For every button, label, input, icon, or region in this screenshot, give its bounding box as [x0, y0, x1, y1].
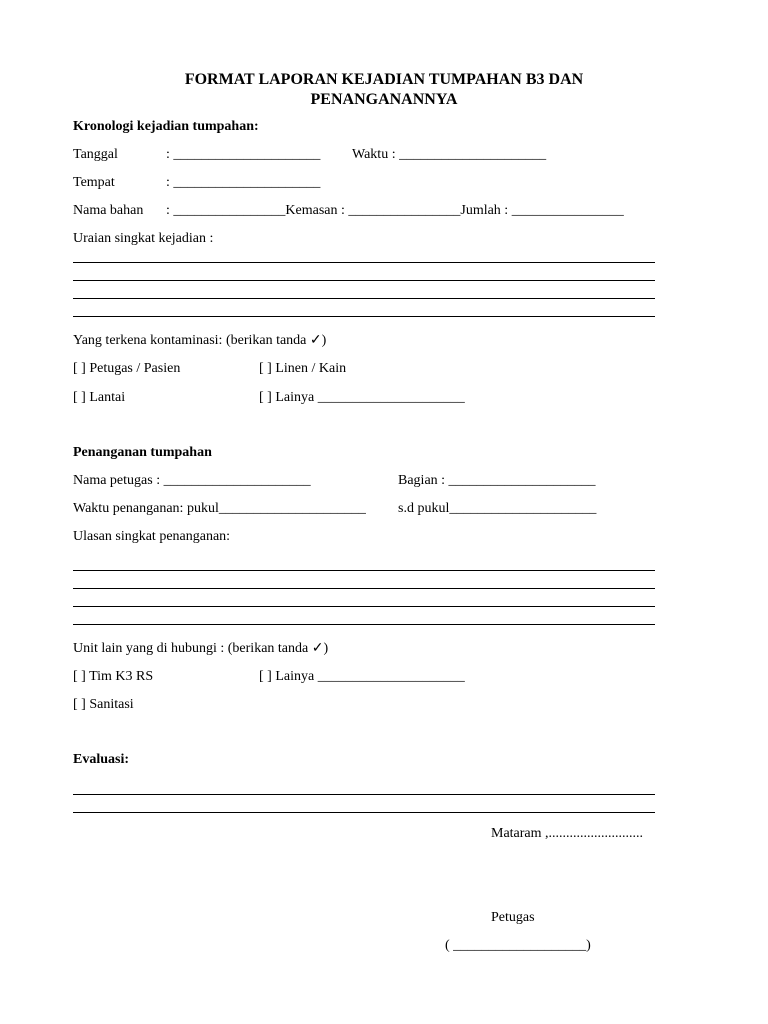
uraian-line[interactable]	[73, 316, 655, 317]
checkbox-sanitasi[interactable]: [ ] Sanitasi	[73, 697, 134, 712]
ulasan-line[interactable]	[73, 624, 655, 625]
kronologi-heading: Kronologi kejadian tumpahan:	[73, 119, 259, 134]
checkbox-lantai[interactable]: [ ] Lantai	[73, 390, 126, 405]
tanggal-label: Tanggal	[73, 147, 118, 162]
bagian-field[interactable]: Bagian : _____________________	[398, 473, 596, 488]
checkbox-lainya-unit[interactable]: [ ] Lainya _____________________	[259, 669, 465, 684]
evaluasi-line[interactable]	[73, 812, 655, 813]
tanggal-field[interactable]: : _____________________	[166, 147, 321, 162]
uraian-line[interactable]	[73, 298, 655, 299]
penanganan-heading: Penanganan tumpahan	[73, 445, 212, 460]
uraian-label: Uraian singkat kejadian :	[73, 231, 214, 246]
nama-bahan-kemasan-jumlah-field[interactable]: : ________________Kemasan : ________________Jumlah : ________________	[166, 203, 624, 218]
nama-bahan-label: Nama bahan	[73, 203, 144, 218]
signature-place-date[interactable]: Mataram ,...........................	[491, 826, 644, 841]
checkbox-petugas-pasien[interactable]: [ ] Petugas / Pasien	[73, 361, 181, 376]
waktu-penanganan-field[interactable]: Waktu penanganan: pukul_____________________	[73, 501, 366, 516]
document-title-line-1: FORMAT LAPORAN KEJADIAN TUMPAHAN B3 DAN	[184, 71, 584, 88]
uraian-line[interactable]	[73, 280, 655, 281]
unit-lain-label: Unit lain yang di hubungi : (berikan tanda ✓)	[73, 641, 329, 656]
evaluasi-line[interactable]	[73, 794, 655, 795]
tempat-field[interactable]: : _____________________	[166, 175, 321, 190]
checkbox-lainya-kontaminasi[interactable]: [ ] Lainya _____________________	[259, 390, 465, 405]
tempat-label: Tempat	[73, 175, 115, 190]
uraian-line[interactable]	[73, 262, 655, 263]
ulasan-line[interactable]	[73, 606, 655, 607]
nama-petugas-field[interactable]: Nama petugas : _____________________	[73, 473, 311, 488]
ulasan-line[interactable]	[73, 570, 655, 571]
sd-pukul-field[interactable]: s.d pukul_____________________	[398, 501, 597, 516]
ulasan-line[interactable]	[73, 588, 655, 589]
evaluasi-heading: Evaluasi:	[73, 752, 130, 767]
ulasan-label: Ulasan singkat penanganan:	[73, 529, 231, 544]
document-title-line-2: PENANGANANNYA	[310, 91, 458, 108]
signature-name-line[interactable]: ( ___________________)	[445, 938, 591, 953]
kontaminasi-label: Yang terkena kontaminasi: (berikan tanda ✓)	[73, 333, 327, 348]
checkbox-tim-k3-rs[interactable]: [ ] Tim K3 RS	[73, 669, 154, 684]
checkbox-linen-kain[interactable]: [ ] Linen / Kain	[259, 361, 347, 376]
waktu-field[interactable]: Waktu : _____________________	[352, 147, 547, 162]
signature-role: Petugas	[491, 910, 535, 925]
